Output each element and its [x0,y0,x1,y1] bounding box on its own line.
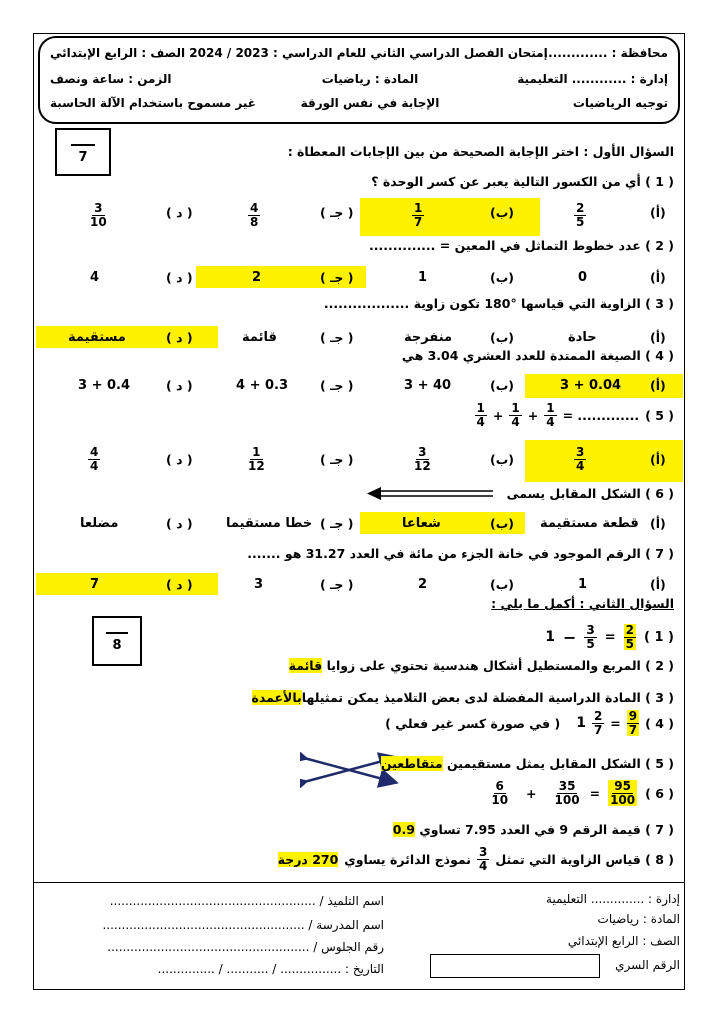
score-line [71,144,95,146]
s1-q1-label-b: (ب) [490,205,514,220]
s2-q6-fraction-1: $\frac{6}{10}$ [491,779,509,807]
s2-q6-answer[interactable]: $\frac{95}{100}$ [610,779,636,807]
s1-q6-option-b[interactable]: شعاعا [402,516,441,531]
header-answer-note: الإجابة في نفس الورقة [300,96,440,110]
fraction: $\frac{4}{4}$ [90,445,99,473]
fraction: $\frac{3}{4}$ [576,445,585,473]
s2-q6-fraction-2: $\frac{35}{100}$ [554,779,580,807]
s1-q4-option-a[interactable]: 3 + 0.04 [560,378,622,393]
s1-q1-label-d: ( د ) [166,205,193,220]
header-subject: المادة : رياضيات [321,72,419,86]
s2-q4-whole: 1 [576,715,586,732]
s1-q1-text: ( 1 ) أي من الكسور التالية يعبر عن كسر الوحدة ؟ [371,174,674,189]
s1-q5-option-c[interactable] [246,446,267,472]
footer-secret-number-label: الرقم السري [615,958,680,972]
footer-student-name[interactable]: اسم التلميذ / ...................................................... [109,894,384,908]
s1-q5-label-c: ( جـ ) [320,452,354,467]
s2-q8-text-post: نموذج الدائرة يساوي [344,851,471,867]
score-line [106,632,128,634]
s1-q6-option-a[interactable]: قطعة مستقيمة [540,516,639,531]
s1-q7-option-b[interactable]: 2 [418,577,428,592]
ray-figure [365,486,495,502]
header-exam-title: إمتحان الفصل الدراسي الثاني للعام الدراسي : 2023 / 2024 الصف : الرابع الإبتدائي [50,46,548,60]
s1-q4-label-c: ( جـ ) [320,378,354,393]
s2-q1-equals: = [604,629,616,645]
score-value: 7 [78,150,88,165]
footer-school-name[interactable]: اسم المدرسة / ..................................................... [102,918,384,932]
s1-q6-option-c[interactable]: خطا مستقيما [226,516,313,531]
fraction: $\frac{2}{5}$ [576,201,585,229]
s1-q3-label-b: (ب) [490,330,514,345]
s2-q8-answer[interactable]: 270 درجة [277,851,339,867]
footer-divider [33,882,685,883]
score-value: 8 [112,638,122,653]
footer-date[interactable]: التاريخ : ................ / ........... / ............... [157,962,384,976]
s1-q4-label-a: (أ) [650,378,666,393]
s1-q2-label-d: ( د ) [166,270,193,285]
footer-grade: الصف : الرابع الإبتدائي [567,934,680,948]
s1-q2-option-d[interactable]: 4 [90,270,100,285]
s2-q3-text: ( 3 ) المادة الدراسية المفضلة لدى بعض التلاميذ يمكن تمثيلها [301,690,674,705]
s2-q6-expression [489,780,674,806]
s1-q2-option-c[interactable]: 2 [252,270,262,285]
s2-q8-line [278,846,674,872]
s1-q5-prefix: ( 5 ) [645,407,674,423]
s2-q5-text: ( 5 ) الشكل المقابل يمثل مستقيمين [446,756,674,771]
s1-q7-label-c: ( جـ ) [320,577,354,592]
s1-q1-option-b[interactable] [412,202,424,228]
s1-q7-option-a[interactable]: 1 [578,577,588,592]
s1-q7-label-a: (أ) [650,577,666,592]
s1-q5-term-2: $\frac{1}{4}$ [511,401,520,429]
s2-q4-expression [385,710,674,736]
s1-q5-option-d[interactable] [88,446,100,472]
footer-administration: إدارة : .............. التعليمية [546,892,680,906]
s2-q2-text: ( 2 ) المربع والمستطيل أشكال هندسية تحتوي على زوايا [326,658,674,673]
s1-q5-term-3: $\frac{1}{4}$ [476,401,485,429]
s1-q5-expression [475,402,674,428]
s1-q3-label-c: ( جـ ) [320,330,354,345]
s1-q2-label-b: (ب) [490,270,514,285]
footer-subject: المادة : رياضيات [597,912,680,926]
header-time: الزمن : ساعة ونصف [50,72,172,86]
s1-q4-text: ( 4 ) الصيغة الممتدة للعدد العشري 3.04 هي [401,348,674,363]
section2-title: السؤال الثاني : أكمل ما يلي : [491,596,674,611]
s2-q5-answer[interactable]: متقاطعين [380,756,443,771]
s1-q7-label-d: ( د ) [166,577,193,592]
s2-q6-plus: + [526,785,537,801]
s1-q1-option-a[interactable] [574,202,586,228]
fraction: $\frac{3}{10}$ [90,201,107,229]
s1-q2-label-a: (أ) [650,270,666,285]
header-administration: إدارة : ............ التعليمية [517,72,668,86]
fraction: $\frac{3}{12}$ [414,445,431,473]
header-governorate: محافظة : ............... [539,46,668,60]
score-box-q1 [55,128,111,176]
s2-q8-fraction: $\frac{3}{4}$ [479,845,488,873]
secret-number-box[interactable] [430,954,600,978]
s2-q4-note: ( في صورة كسر غير فعلي ) [385,715,561,731]
s1-q5-blank: ............. = [562,407,640,423]
s2-q5-line [381,756,674,771]
s1-q4-label-d: ( د ) [166,378,193,393]
s1-q4-option-b[interactable]: 3 + 40 [404,378,452,393]
s2-q4-answer[interactable]: $\frac{9}{7}$ [628,709,638,737]
s1-q2-label-c: ( جـ ) [320,270,354,285]
s1-q1-option-d[interactable] [88,202,109,228]
footer-seat-number[interactable]: رقم الجلوس / ..................................................... [107,940,384,954]
s1-q7-option-c[interactable]: 3 [254,577,264,592]
s1-q5-term-1: $\frac{1}{4}$ [546,401,555,429]
s1-q6-label-a: (أ) [650,516,666,531]
fraction: $\frac{1}{7}$ [414,201,423,229]
s1-q2-option-a[interactable]: 0 [578,270,588,285]
s1-q5-label-d: ( د ) [166,452,193,467]
s2-q4-mixed-fraction: $\frac{2}{7}$ [593,709,603,737]
fraction: $\frac{1}{12}$ [248,445,265,473]
s1-q7-label-b: (ب) [490,577,514,592]
header-calculator-note: غير مسموح باستخدام الآلة الحاسبة [50,96,256,110]
s1-q3-option-c[interactable]: قائمة [242,330,277,345]
s2-q7-answer[interactable]: 0.9 [392,822,415,837]
s1-q5-option-b[interactable] [412,446,433,472]
s1-q5-plus-2: + [492,407,504,423]
s1-q7-option-d[interactable]: 7 [90,577,100,592]
s1-q6-option-d[interactable]: مضلعا [80,516,119,531]
s1-q4-option-c[interactable]: 4 + 0.3 [236,378,289,393]
s1-q5-plus-1: + [527,407,539,423]
s2-q1-prefix: ( 1 ) [644,629,674,645]
s1-q6-label-d: ( د ) [166,516,193,531]
s1-q6-text: ( 6 ) الشكل المقابل يسمى [506,486,674,501]
s1-q1-option-c[interactable] [248,202,260,228]
s2-q1-minus: − [562,627,577,647]
s2-q7-text: ( 7 ) قيمة الرقم 9 في العدد 7.95 تساوي [419,822,674,837]
s2-q1-answer[interactable]: $\frac{2}{5}$ [625,623,635,651]
s1-q4-label-b: (ب) [490,378,514,393]
s2-q3-answer[interactable]: بالأعمدة [251,690,302,705]
s2-q3-line [252,690,674,705]
s1-q6-label-c: ( جـ ) [320,516,354,531]
s1-q5-label-a: (أ) [650,452,666,467]
s2-q4-equals: = [610,715,621,731]
s1-q1-label-a: (أ) [650,205,666,220]
ray-arrowhead [367,487,381,500]
s2-q6-equals: = [589,785,601,801]
section1-title: السؤال الأول : اختر الإجابة الصحيحة من بين الإجابات المعطاة : [287,144,674,159]
s2-q4-prefix: ( 4 ) [645,715,674,731]
s1-q3-label-d: ( د ) [166,330,193,345]
s1-q3-text: ( 3 ) الزاوية التي قياسها °180 تكون زاوية .................. [323,296,674,311]
s2-q6-prefix: ( 6 ) [645,785,674,801]
s2-q7-line [393,822,674,837]
fraction: $\frac{4}{8}$ [250,201,259,229]
s1-q2-text: ( 2 ) عدد خطوط التماثل في المعين = .............. [368,238,674,253]
s1-q3-option-a[interactable]: حادة [568,330,597,345]
s2-q2-answer[interactable]: قائمة [288,658,323,673]
header-supervision: توجيه الرياضيات [572,96,668,110]
s2-q1-one: 1 [545,629,555,646]
s1-q2-option-b[interactable]: 1 [418,270,428,285]
s1-q7-text: ( 7 ) الرقم الموجود في خانة الجزء من مائة في العدد 31.27 هو ....... [247,546,674,561]
s1-q4-option-d[interactable]: 3 + 0.4 [78,378,131,393]
s1-q5-option-a[interactable] [574,446,586,472]
s2-q1-expression [545,624,674,650]
s1-q1-label-c: ( جـ ) [320,205,354,220]
s2-q1-given: $\frac{3}{5}$ [586,623,595,651]
s1-q5-label-b: (ب) [490,452,514,467]
score-box-q2 [92,616,142,666]
s2-q2-line [289,658,674,673]
s1-q3-label-a: (أ) [650,330,666,345]
s2-q8-text-pre: ( 8 ) قياس الزاوية التي تمثل [495,851,674,867]
s1-q3-option-d[interactable]: مستقيمة [68,330,126,345]
s1-q6-label-b: (ب) [490,516,514,531]
s1-q3-option-b[interactable]: منفرجة [404,330,453,345]
